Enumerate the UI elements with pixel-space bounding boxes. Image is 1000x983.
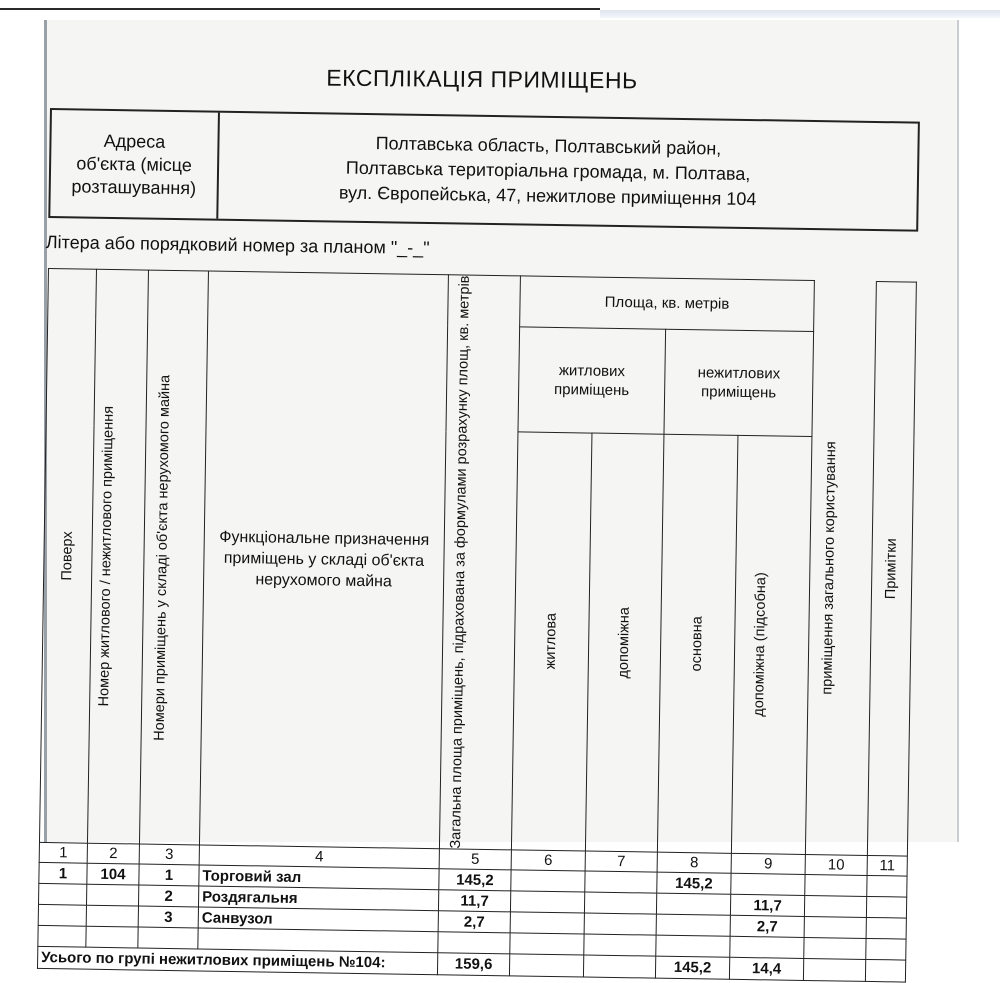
header-function: Функціональне призначення приміщень у складі об'єкта нерухомого майна: [199, 271, 448, 849]
cell-res-main: [510, 912, 584, 934]
litera-line: Літера або порядковий номер за планом "_-_": [45, 232, 430, 259]
column-number: 9: [731, 853, 805, 874]
header-res-aux: допоміжна: [585, 433, 664, 852]
header-unit-number: Номер житлового / нежитлового приміщення: [87, 269, 148, 844]
cell-floor: 1: [39, 862, 87, 884]
column-number: 5: [439, 849, 511, 870]
column-number: 11: [867, 855, 907, 876]
cell-res-main: [511, 870, 585, 892]
header-residential: житлових приміщень: [518, 326, 666, 434]
cell-nonres-main: 145,2: [657, 872, 731, 894]
page-top-shadow: [600, 10, 1000, 18]
header-nonresidential: нежитлових приміщень: [664, 329, 814, 437]
header-nonres-main: основна: [657, 434, 738, 853]
address-label: [50, 110, 220, 219]
column-number: 10: [805, 855, 867, 876]
page-top-rule: [0, 8, 600, 10]
address-value-line: Полтавська територіальна громада, м. Полтава,: [345, 157, 751, 184]
header-room-numbers: Номери приміщень у складі об'єкта нерухомого майна: [139, 270, 208, 845]
cell-unit: [86, 884, 138, 906]
column-number: 3: [139, 844, 199, 865]
column-number: 6: [511, 850, 585, 871]
cell-name: Роздягальня: [198, 886, 438, 911]
cell-room: 2: [138, 885, 198, 907]
cell-notes: [866, 917, 906, 939]
address-box: [48, 108, 920, 232]
header-floor: Поверх: [39, 269, 96, 844]
cell-common: [804, 896, 866, 918]
total-nonres-main: 145,2: [655, 956, 729, 979]
cell-nonres-aux: 2,7: [730, 915, 804, 937]
column-number: 8: [657, 852, 731, 873]
cell-res-main: [510, 891, 584, 913]
cell-unit: [86, 905, 138, 927]
cell-total: 2,7: [438, 911, 510, 933]
cell-res-aux: [585, 871, 657, 893]
document-title: ЕКСПЛІКАЦІЯ ПРИМІЩЕНЬ: [326, 64, 638, 94]
cell-total: 145,2: [439, 869, 511, 891]
column-number: 7: [585, 851, 657, 872]
cell-res-aux: [584, 892, 656, 914]
explication-table-wrapper: [37, 268, 917, 983]
cell-floor: [39, 883, 87, 905]
column-number: 4: [199, 845, 439, 869]
column-number: 2: [87, 843, 139, 864]
address-label-line: Адреса: [103, 130, 166, 152]
header-res-main: житлова: [511, 432, 592, 851]
address-value-line: Полтавська область, Полтавський район,: [375, 132, 722, 159]
header-notes: Примітки: [867, 282, 916, 857]
header-total-area: Загальна площа приміщень, підрахована за формулами розрахунку площ, кв. метрів: [439, 275, 520, 850]
header-nonres-aux: допоміжна (підсобна): [731, 435, 812, 854]
cell-name: Торговий зал: [199, 865, 439, 890]
column-number: 1: [39, 842, 87, 863]
address-label-line: розташування): [71, 175, 197, 198]
explication-table: [37, 268, 917, 983]
header-common-use: приміщення загального користування: [805, 281, 876, 856]
cell-notes: [867, 875, 907, 897]
cell-floor: [38, 904, 86, 926]
cell-name: Санвузол: [198, 907, 438, 932]
cell-total: 11,7: [438, 890, 510, 912]
cell-room: 3: [138, 906, 198, 928]
cell-room: 1: [139, 864, 199, 886]
address-value: [218, 113, 918, 230]
cell-unit: 104: [87, 863, 139, 885]
total-area: 159,6: [437, 953, 509, 976]
address-label-line: об'єкта (місце: [76, 152, 193, 175]
cell-nonres-main: [656, 893, 730, 915]
total-nonres-aux: 14,4: [729, 957, 803, 980]
cell-notes: [866, 896, 906, 918]
cell-common: [804, 917, 866, 939]
total-label: Усього по групі нежитлових приміщень №104:: [37, 946, 437, 974]
cell-nonres-aux: 11,7: [730, 894, 804, 916]
cell-nonres-main: [656, 914, 730, 936]
cell-nonres-aux: [731, 873, 805, 895]
header-area-group: Площа, кв. метрів: [520, 276, 815, 331]
cell-res-aux: [584, 913, 656, 935]
cell-common: [805, 875, 867, 897]
address-value-line: вул. Європейська, 47, нежитлове приміщення 104: [338, 182, 757, 209]
